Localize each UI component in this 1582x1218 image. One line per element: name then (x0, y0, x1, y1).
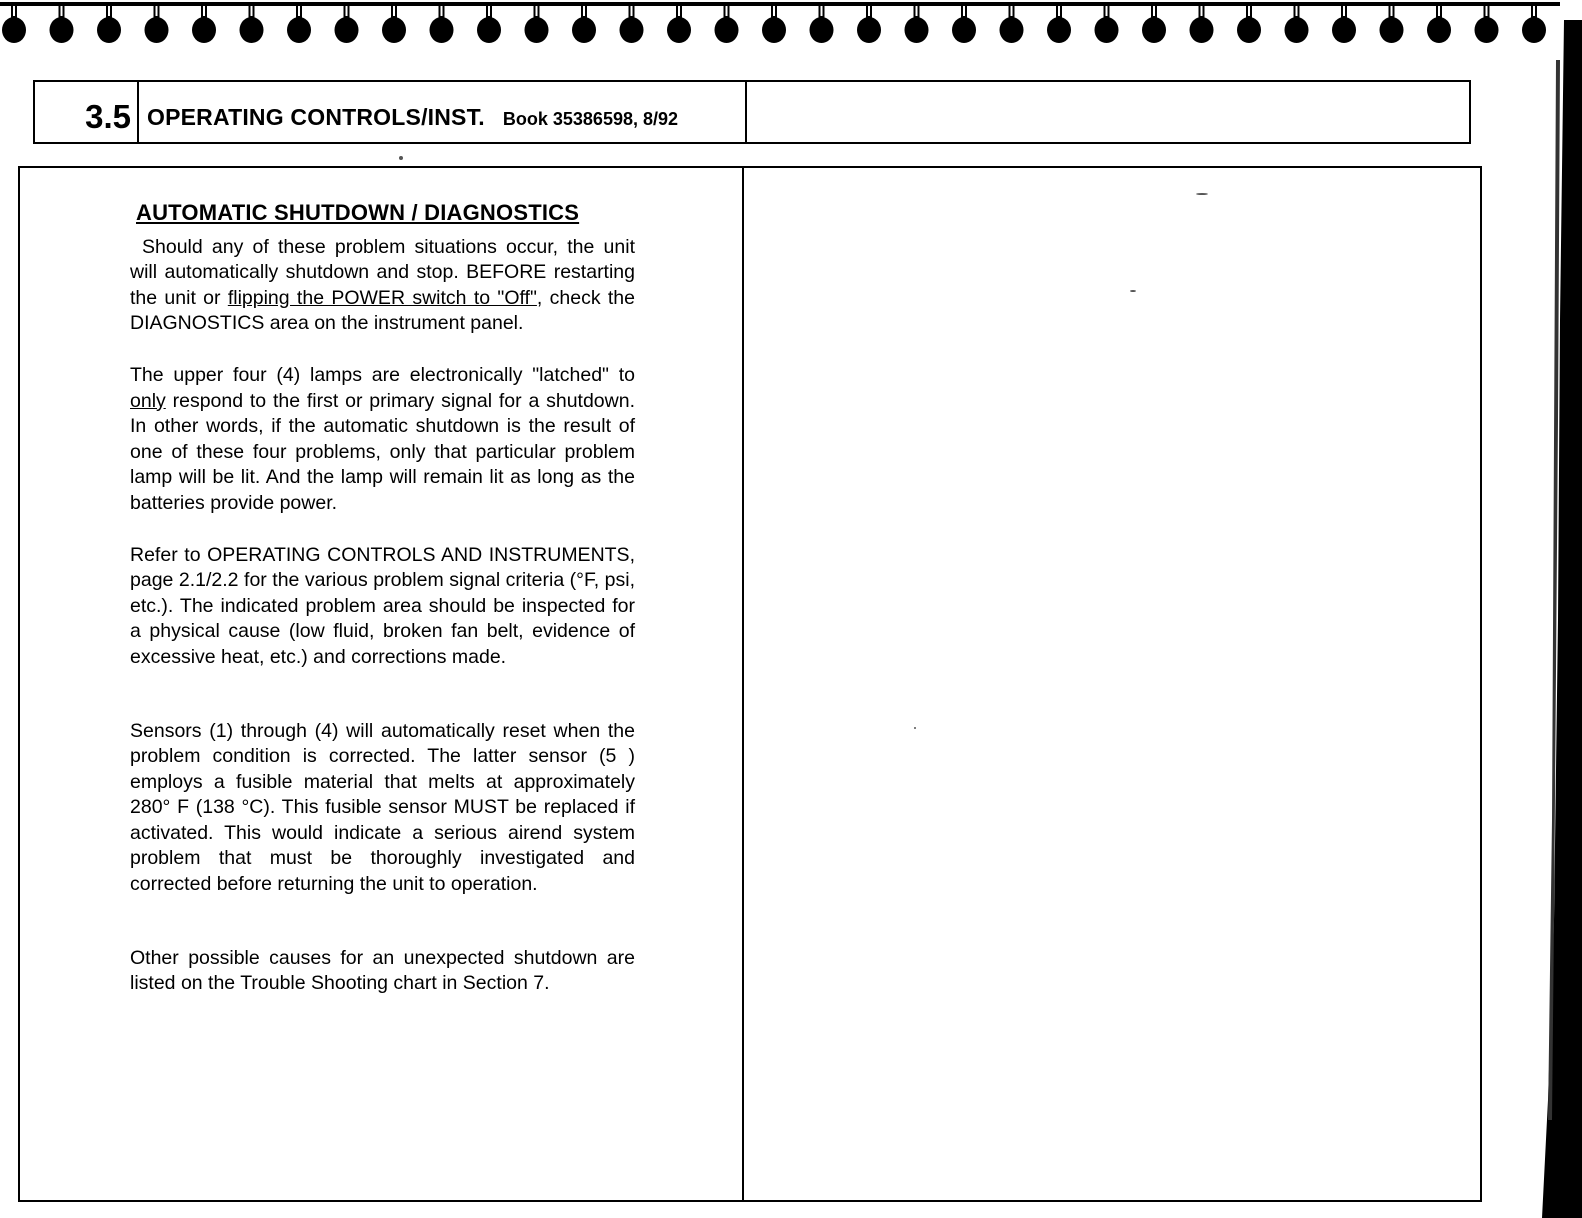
binding-ring (97, 2, 121, 43)
binding-ring (1000, 2, 1024, 43)
binding-ring (240, 2, 264, 43)
paragraph-shutdown-intro: Should any of these problem situations occur, the unit will automatically shutdown and stop. BEFORE restarting the unit or flipping the POWER switch to "Off", check the DIAGNOSTICS area on the instrument panel. (130, 235, 635, 335)
binding-ring (335, 2, 359, 43)
scan-speck (399, 156, 403, 160)
binding-ring (287, 2, 311, 43)
binding-ring (1190, 2, 1214, 43)
binding-ring (857, 2, 881, 43)
binding-ring (1047, 2, 1071, 43)
binding-ring (382, 2, 406, 43)
binding-ring (1095, 2, 1119, 43)
section-title-cell (139, 82, 747, 142)
paragraph-sensor-reset: Sensors (1) through (4) will automatically reset when the problem condition is corrected. The latter sensor (5 ) employs a fusible material that melts at approximately 280° F (138 °C). This fusible sensor MUST be replaced if activated. This would indicate a serious airend system problem that must be thoroughly investigated and corrected before returning the unit to operation. (130, 719, 635, 896)
scan-speck (1196, 193, 1208, 195)
binding-ring (50, 2, 74, 43)
binding-ring (1285, 2, 1309, 43)
binding-ring (1237, 2, 1261, 43)
binding-ring (1142, 2, 1166, 43)
binding-ring (620, 2, 644, 43)
binding-ring (715, 2, 739, 43)
section-heading: AUTOMATIC SHUTDOWN / DIAGNOSTICS (136, 200, 580, 225)
section-number: 3.5 (35, 82, 139, 142)
binding-ring (192, 2, 216, 43)
binding-ring (1380, 2, 1404, 43)
binding-ring (667, 2, 691, 43)
binding-ring (1332, 2, 1356, 43)
binding-ring (145, 2, 169, 43)
left-column (130, 200, 635, 997)
binding-ring (2, 2, 26, 43)
binding-ring (1427, 2, 1451, 43)
column-divider (742, 168, 744, 1200)
binding-ring (430, 2, 454, 43)
section-title: OPERATING CONTROLS/INST. (147, 103, 485, 130)
page-body (18, 166, 1482, 1202)
page-edge-shadow (1542, 20, 1582, 1218)
paragraph-latched-lamps: The upper four (4) lamps are electronically "latched" to only respond to the first or primary signal for a shutdown. In other words, if the automatic shutdown is the result of one of these four problems, only that particular problem lamp will be lit. And the lamp will remain lit as long as the batteries provide power. (130, 363, 635, 514)
scan-speck (914, 727, 916, 729)
binding-ring (810, 2, 834, 43)
binding-ring (1475, 2, 1499, 43)
scan-speck (1130, 290, 1136, 292)
paragraph-other-causes: Other possible causes for an unexpected shutdown are listed on the Trouble Shooting chart in Section 7. (130, 946, 635, 995)
binding-ring (905, 2, 929, 43)
binding-ring (762, 2, 786, 43)
binding-ring (572, 2, 596, 43)
paragraph-signal-criteria: Refer to OPERATING CONTROLS AND INSTRUMENTS, page 2.1/2.2 for the various problem signal criteria (°F, psi, etc.). The indicated problem area should be inspected for a physical cause (low fluid, broken fan belt, evidence of excessive heat, etc.) and corrections made. (130, 543, 635, 668)
page-header (33, 80, 1471, 144)
binding-ring (477, 2, 501, 43)
book-reference: Book 35386598, 8/92 (502, 109, 679, 129)
binding-ring (525, 2, 549, 43)
spiral-binding (0, 0, 1582, 60)
binding-ring (952, 2, 976, 43)
